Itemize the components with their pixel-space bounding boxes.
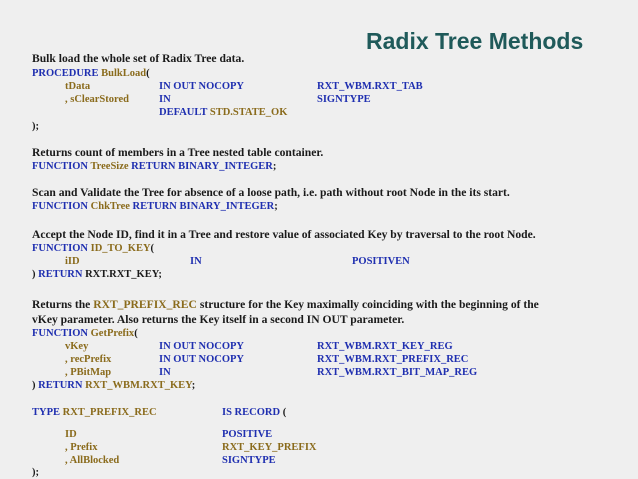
keyword-procedure: PROCEDURE: [32, 68, 99, 79]
field-name: , AllBlocked: [65, 455, 120, 466]
idtokey-heading: Accept the Node ID, find it in a Tree and restore value of associated Key by traversal to the root Node.: [32, 228, 536, 241]
idtokey-signature: [32, 242, 154, 255]
type-close: );: [32, 467, 39, 478]
field-name: ID: [65, 429, 77, 440]
function-name: TreeSize: [90, 161, 129, 172]
semicolon: ;: [191, 380, 196, 391]
param-mode: IN: [190, 256, 202, 267]
return-type: RXT_WBM.RXT_KEY: [85, 380, 192, 391]
treesize-heading: Returns count of members in a Tree nested table container.: [32, 146, 324, 159]
keyword-type: TYPE: [32, 407, 61, 418]
keyword-return: RETURN: [132, 201, 177, 212]
default-value: STD.STATE_OK: [209, 107, 288, 118]
bulkload-close: );: [32, 121, 39, 132]
param-name: iID: [65, 256, 80, 267]
open-paren: (: [146, 68, 150, 79]
heading-text: structure for the Key maximally coinciding with the beginning of the: [199, 298, 539, 311]
chktree-signature: [32, 200, 278, 213]
param-name: , PBitMap: [65, 367, 112, 378]
param-type: RXT_WBM.RXT_PREFIX_REC: [317, 354, 469, 365]
keyword-default: DEFAULT: [159, 107, 208, 118]
param-name: vKey: [65, 341, 89, 352]
param-mode: IN OUT NOCOPY: [159, 341, 244, 352]
type-declaration: [32, 406, 632, 419]
function-name: GetPrefix: [90, 328, 135, 339]
semicolon: ;: [272, 161, 277, 172]
field-type: RXT_KEY_PREFIX: [222, 442, 317, 453]
type-name: RXT_PREFIX_REC: [62, 407, 157, 418]
close-paren: ): [32, 380, 36, 391]
param-type: SIGNTYPE: [317, 94, 371, 105]
bulkload-signature: [32, 67, 150, 80]
field-name: , Prefix: [65, 442, 98, 453]
heading-struct-name: RXT_PREFIX_REC: [93, 298, 197, 311]
param-type: RXT_WBM.RXT_TAB: [317, 81, 423, 92]
param-mode: IN OUT NOCOPY: [159, 81, 244, 92]
param-type: RXT_WBM.RXT_KEY_REG: [317, 341, 453, 352]
getprefix-heading-1: [32, 298, 539, 311]
getprefix-signature: [32, 327, 138, 340]
open-paren: (: [134, 328, 138, 339]
slide-title: Radix Tree Methods: [366, 28, 584, 54]
chktree-heading: Scan and Validate the Tree for absence of a loose path, i.e. path without root Node in the its start.: [32, 186, 510, 199]
heading-text: Returns the: [32, 298, 91, 311]
return-type: BINARY_INTEGER: [179, 201, 275, 212]
keyword-return: RETURN: [38, 380, 83, 391]
treesize-signature: [32, 160, 276, 173]
param-name: , recPrefix: [65, 354, 112, 365]
param-mode: IN: [159, 367, 171, 378]
keyword-function: FUNCTION: [32, 201, 89, 212]
keyword-function: FUNCTION: [32, 161, 89, 172]
open-paren: (: [282, 407, 287, 418]
function-name: ChkTree: [90, 201, 130, 212]
param-name: , sClearStored: [65, 94, 129, 105]
semicolon: ;: [274, 201, 278, 212]
field-type: SIGNTYPE: [222, 455, 276, 466]
bulkload-heading: Bulk load the whole set of Radix Tree data.: [32, 52, 245, 65]
keyword-function: FUNCTION: [32, 243, 89, 254]
param-name: tData: [65, 81, 91, 92]
param-mode: IN OUT NOCOPY: [159, 354, 244, 365]
getprefix-heading-2: vKey parameter. Also returns the Key itself in a second IN OUT parameter.: [32, 313, 405, 326]
field-type: POSITIVE: [222, 429, 273, 440]
semicolon: ;: [158, 269, 162, 280]
open-paren: (: [150, 243, 155, 254]
idtokey-return: [32, 268, 162, 281]
keyword-function: FUNCTION: [32, 328, 89, 339]
getprefix-return: [32, 379, 195, 392]
return-type: RXT.RXT_KEY: [85, 269, 159, 280]
param-type: POSITIVEN: [352, 256, 410, 267]
return-type: BINARY_INTEGER: [178, 161, 273, 172]
procedure-name: BulkLoad: [101, 68, 147, 79]
function-name: ID_TO_KEY: [90, 243, 151, 254]
keyword-return: RETURN: [131, 161, 176, 172]
keyword-return: RETURN: [38, 269, 83, 280]
param-mode: IN: [159, 94, 171, 105]
close-paren: ): [32, 269, 36, 280]
param-type: RXT_WBM.RXT_BIT_MAP_REG: [317, 367, 478, 378]
keyword-is-record: IS RECORD: [222, 407, 281, 418]
